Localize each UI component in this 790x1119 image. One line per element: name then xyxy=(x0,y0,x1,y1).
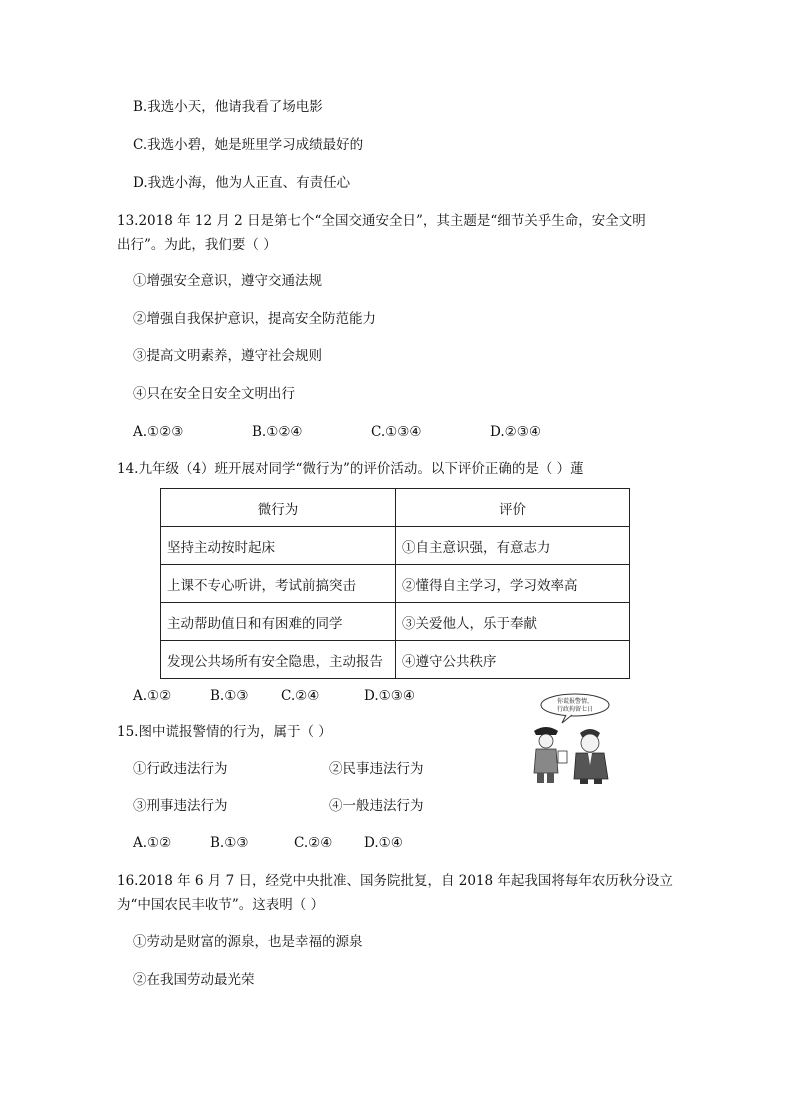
q16-stem-line1: 16.2018 年 6 月 7 日，经党中央批准、国务院批复，自 2018 年起我国将每年农历秋分设立 xyxy=(117,873,673,889)
q13-choice-c: C.①③④ xyxy=(371,424,422,440)
q15-item-1: ①行政违法行为 xyxy=(133,761,228,777)
table-cell: ③关爱他人，乐于奉献 xyxy=(396,603,630,641)
table-row xyxy=(161,565,630,603)
table-cell: 主动帮助值日和有困难的同学 xyxy=(161,603,396,641)
q15-choice-b: B.①③ xyxy=(210,835,249,851)
table-cell: ④遵守公共秩序 xyxy=(396,641,630,679)
q13-item-2: ②增强自我保护意识，提高安全防范能力 xyxy=(133,311,376,327)
q12-option-d: D.我选小海，他为人正直、有责任心 xyxy=(133,175,351,191)
q14-choice-c: C.②④ xyxy=(281,688,320,704)
table-row xyxy=(161,527,630,565)
q14-stem: 14.九年级（4）班开展对同学“微行为”的评价活动。以下评价正确的是（ ）蓮 xyxy=(117,461,584,477)
table-row xyxy=(161,603,630,641)
q13-item-1: ①增强安全意识，遵守交通法规 xyxy=(133,273,322,289)
q13-item-3: ③提高文明素养，遵守社会规则 xyxy=(133,348,322,364)
table-header-evaluation: 评价 xyxy=(396,489,630,527)
table-cell: ①自主意识强，有意志力 xyxy=(396,527,630,565)
table-header-row xyxy=(161,489,630,527)
q14-evaluation-table xyxy=(160,488,630,679)
q15-stem: 15.图中谎报警情的行为，属于（ ） xyxy=(117,724,332,740)
q16-item-1: ①劳动是财富的源泉，也是幸福的源泉 xyxy=(133,934,363,950)
man-figure xyxy=(574,729,608,784)
bubble-text-2: 行政拘留七日 xyxy=(556,706,594,713)
q13-choice-b: B.①②④ xyxy=(252,424,303,440)
table-header-behavior: 微行为 xyxy=(161,489,396,527)
q14-choice-b: B.①③ xyxy=(210,688,249,704)
q13-stem-line2: 出行”。为此，我们要（ ） xyxy=(117,237,277,253)
q15-item-4: ④一般违法行为 xyxy=(329,798,424,814)
q14-choice-a: A.①② xyxy=(133,688,172,704)
table-cell: 发现公共场所有安全隐患，主动报告 xyxy=(161,641,396,679)
table-cell: ②懂得自主学习，学习效率高 xyxy=(396,565,630,603)
q16-item-2: ②在我国劳动最光荣 xyxy=(133,972,255,988)
bubble-text-1: 你谎报警情， xyxy=(556,698,594,705)
q12-option-b: B.我选小天，他请我看了场电影 xyxy=(133,99,323,115)
table-cell: 坚持主动按时起床 xyxy=(161,527,396,565)
q12-option-c: C.我选小碧，她是班里学习成绩最好的 xyxy=(133,137,364,153)
q13-stem-line1: 13.2018 年 12 月 2 日是第七个“全国交通安全日”，其主题是“细节关乎生命，安全文明 xyxy=(117,213,646,229)
q15-item-3: ③刑事违法行为 xyxy=(133,798,228,814)
police-cartoon-illustration xyxy=(528,693,616,785)
q13-choice-d: D.②③④ xyxy=(490,424,541,440)
q15-choice-a: A.①② xyxy=(133,835,172,851)
table-cell: 上课不专心听讲，考试前搞突击 xyxy=(161,565,396,603)
q15-choice-c: C.②④ xyxy=(294,835,333,851)
q13-choice-a: A.①②③ xyxy=(133,424,184,440)
q14-choice-d: D.①③④ xyxy=(364,688,415,704)
q15-item-2: ②民事违法行为 xyxy=(329,761,424,777)
q13-item-4: ④只在安全日安全文明出行 xyxy=(133,386,295,402)
table-row xyxy=(161,641,630,679)
q15-choice-d: D.①④ xyxy=(364,835,403,851)
police-officer-figure xyxy=(534,727,567,783)
q16-stem-line2: 为“中国农民丰收节”。这表明（ ） xyxy=(117,897,325,913)
